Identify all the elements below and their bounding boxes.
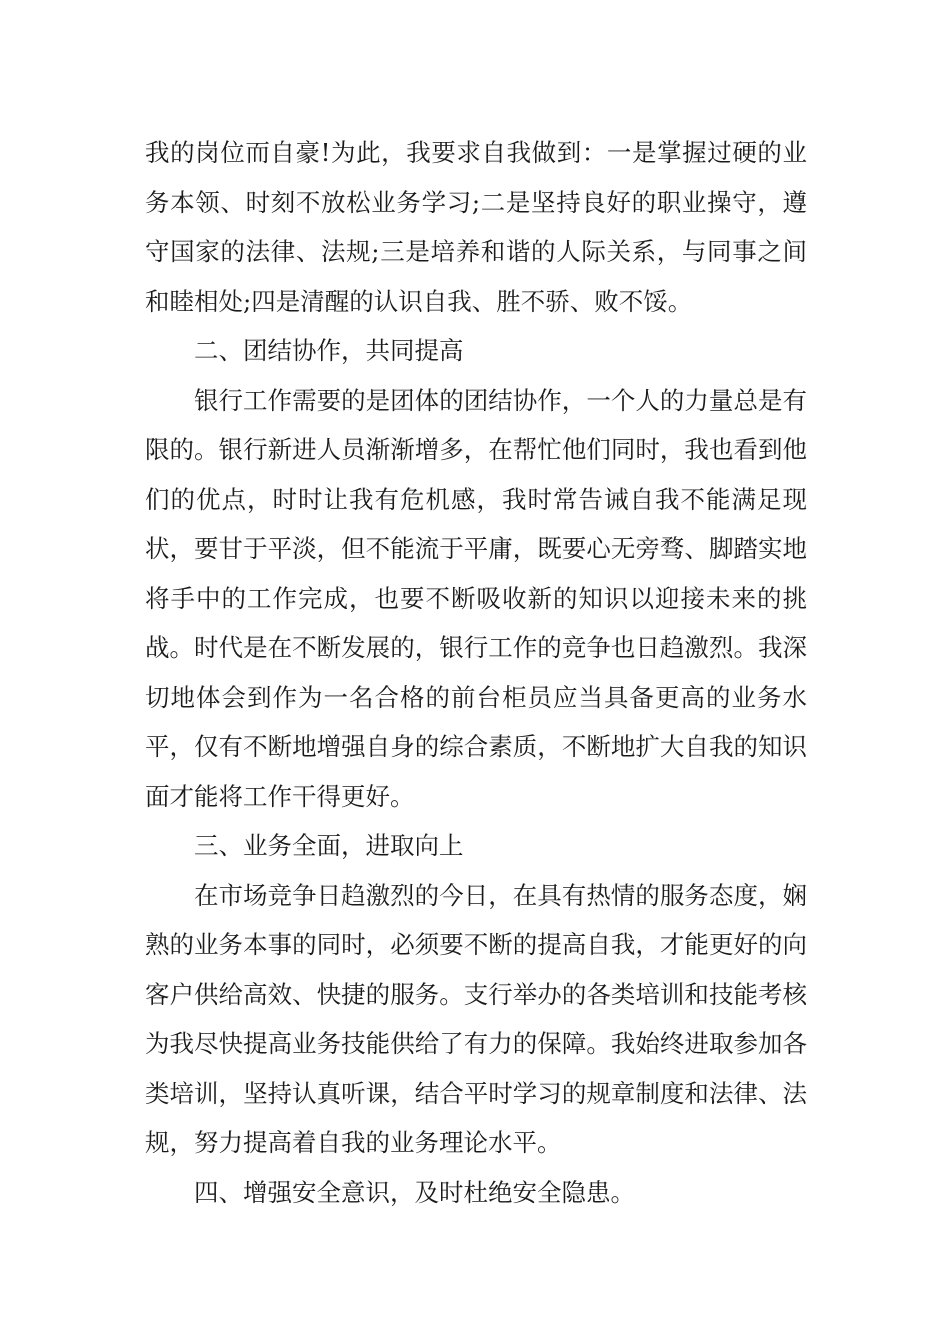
- section-heading-4: 四、增强安全意识，及时杜绝安全隐患。: [194, 1177, 635, 1207]
- section-heading-3: 三、业务全面，进取向上: [194, 831, 464, 860]
- body-paragraph-2: 银行工作需要的是团体的团结协作，一个人的力量总是有限的。银行新进人员渐渐增多，在帮忙他们同时，我也看到他们的优点，时时让我有危机感，我时常告诫自我不能满足现状，要甘于平淡，但不能流于平庸，既要心无旁骛、脚踏实地将手中的工作完成，也要不断吸收新的知识以迎接未来的挑战。时代是在不断发展的，银行工作的竞争也日趋激烈。我深切地体会到作为一名合格的前台柜员应当具备更高的业务水平，仅有不断地增强自身的综合素质，不断地扩大自我的知识面才能将工作干得更好。: [145, 385, 807, 811]
- document-page: [145, 128, 807, 1217]
- section-heading-2: 二、团结协作，共同提高: [194, 336, 464, 365]
- body-paragraph-3: 在市场竞争日趋激烈的今日，在具有热情的服务态度，娴熟的业务本事的同时，必须要不断的提高自我，才能更好的向客户供给高效、快捷的服务。支行举办的各类培训和技能考核为我尽快提高业务技能供给了有力的保障。我始终进取参加各类培训，坚持认真听课，结合平时学习的规章制度和法律、法规，努力提高着自我的业务理论水平。: [145, 880, 807, 1157]
- body-paragraph-1: 我的岗位而自豪!为此，我要求自我做到：一是掌握过硬的业务本领、时刻不放松业务学习;二是坚持良好的职业操守，遵守国家的法律、法规;三是培养和谐的人际关系，与同事之间和睦相处;四是清醒的认识自我、胜不骄、败不馁。: [145, 138, 807, 316]
